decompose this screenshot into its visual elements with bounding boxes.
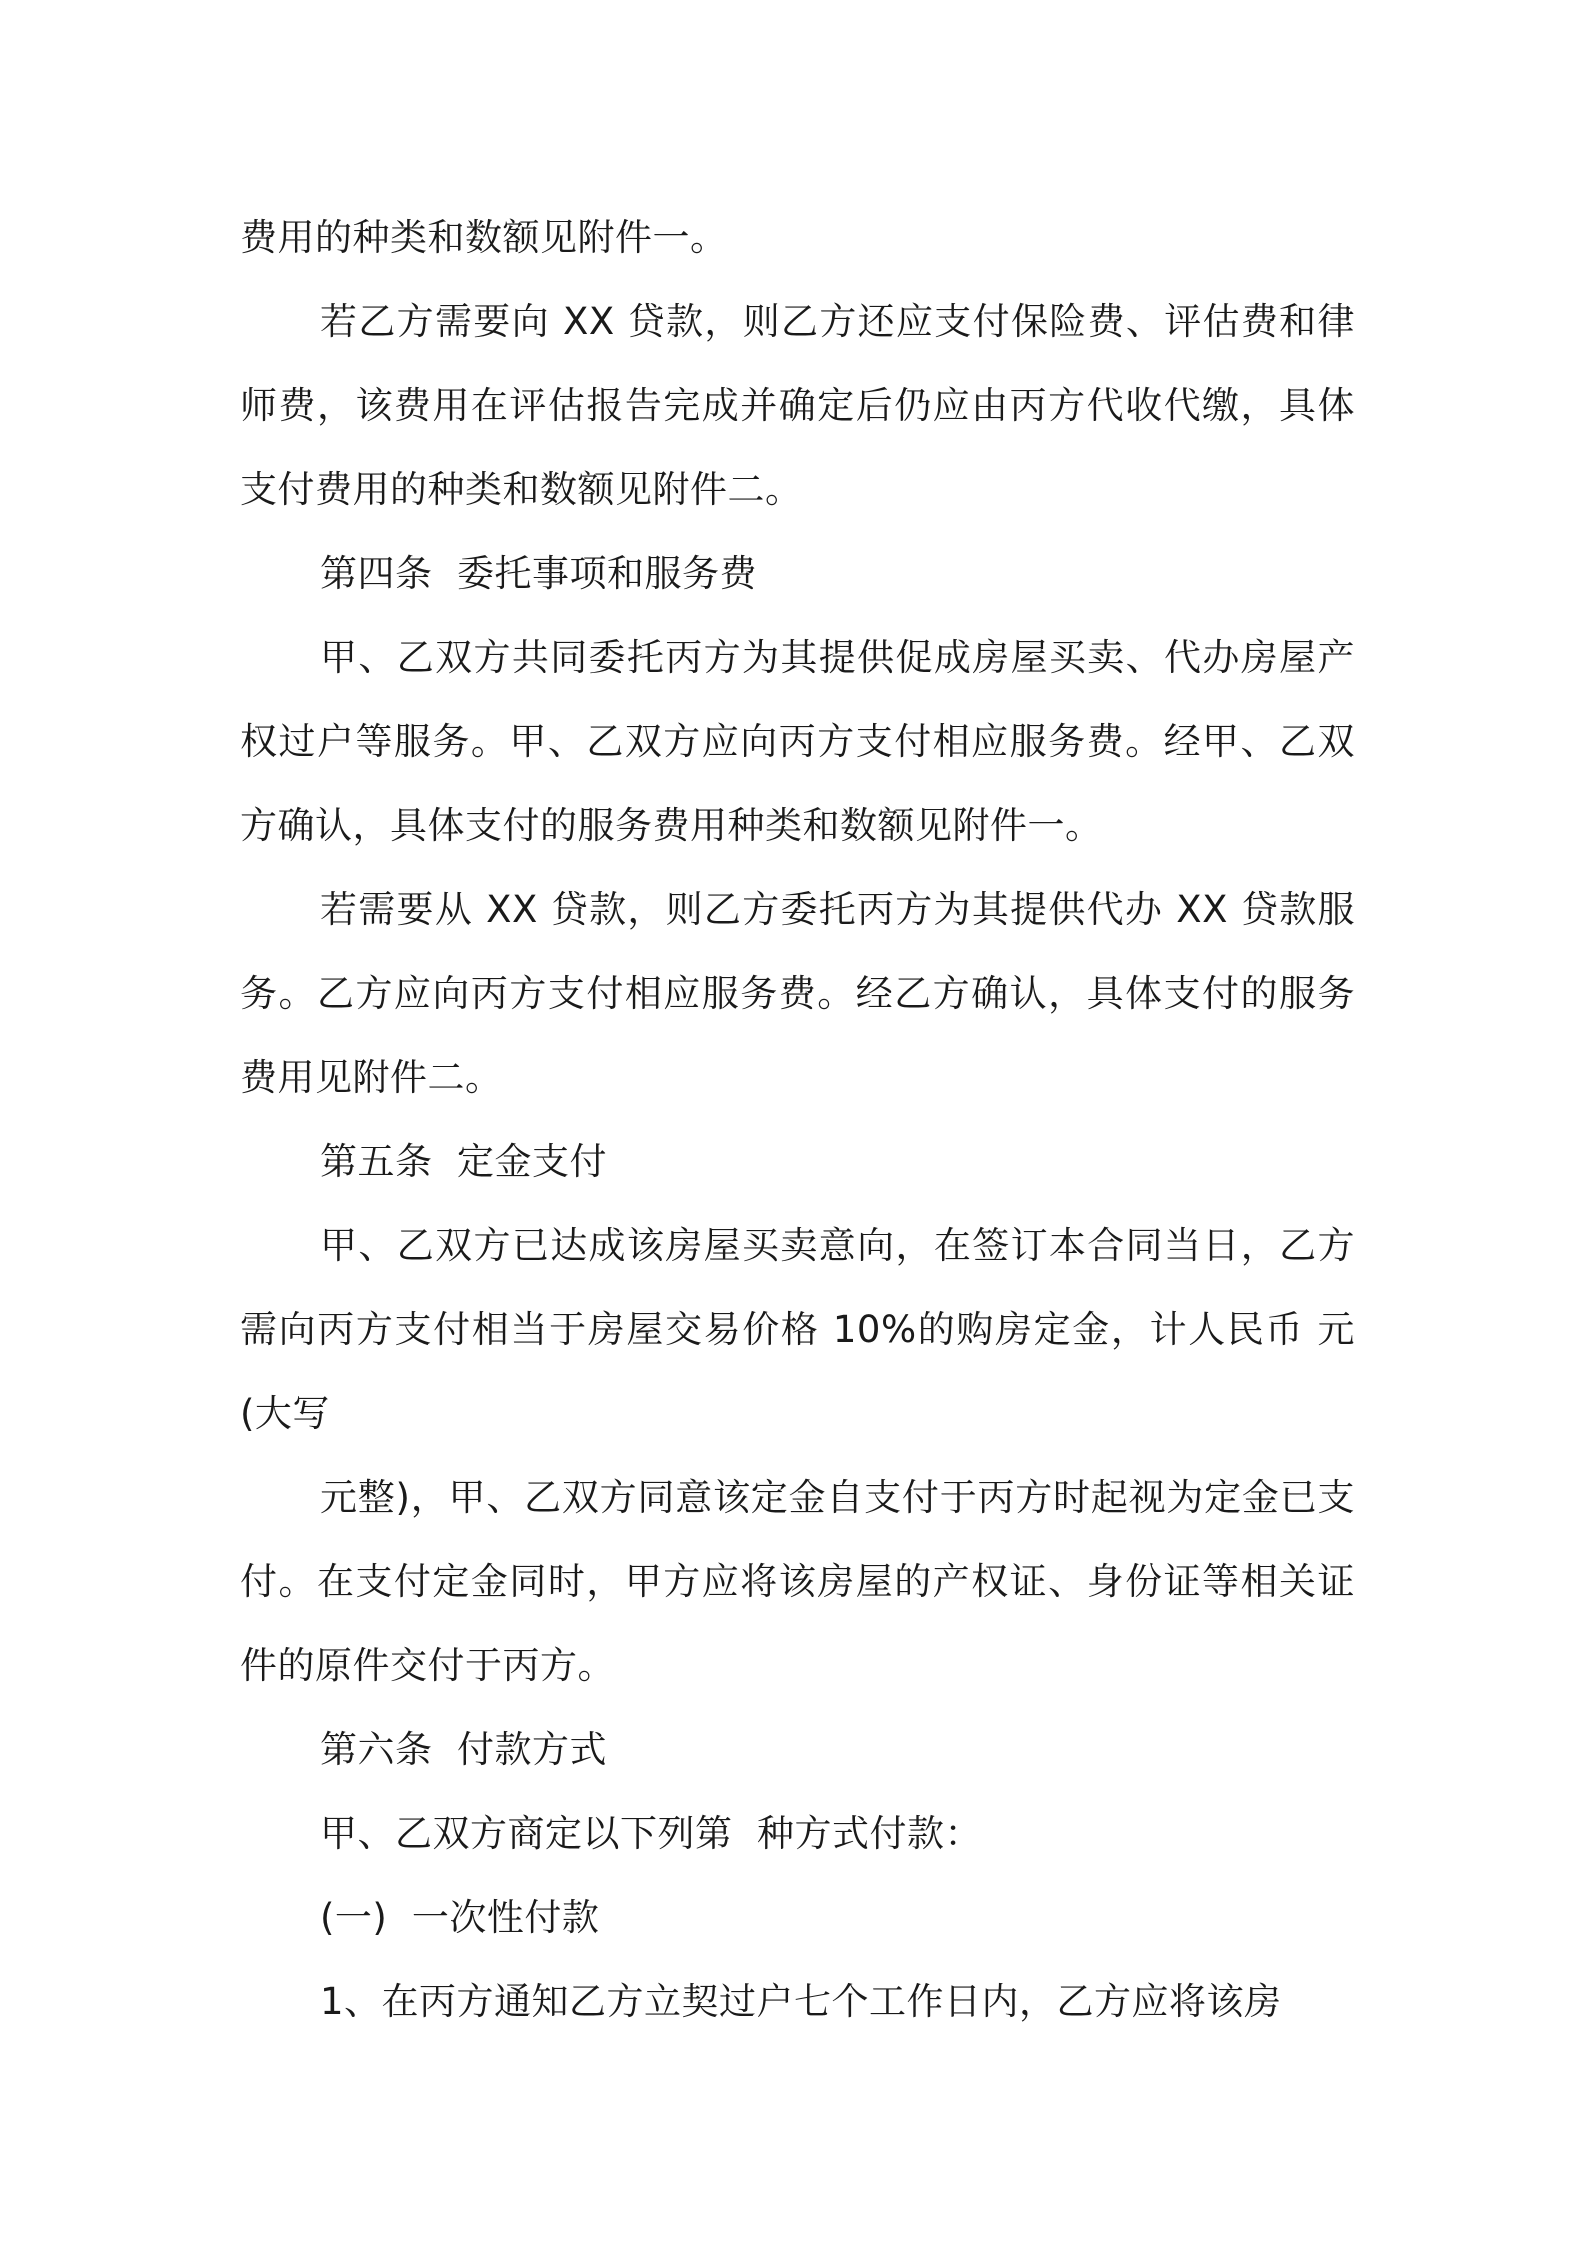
document-body [240, 196, 1355, 2044]
paragraph-entrusted-services: 甲、乙双方共同委托丙方为其提供促成房屋买卖、代办房屋产权过户等服务。甲、乙双方应向丙方支付相应服务费。经甲、乙双方确认，具体支付的服务费用种类和数额见附件一。 [240, 636, 1355, 847]
paragraph-payment-method: 甲、乙双方商定以下列第 种方式付款： [320, 1812, 983, 1855]
paragraph-deposit-amount: 甲、乙双方已达成该房屋买卖意向，在签订本合同当日，乙方需向丙方支付相当于房屋交易价格 10%的购房定金，计人民币 元(大写 [240, 1224, 1355, 1435]
paragraph-loan-services: 若需要从 XX 贷款，则乙方委托丙方为其提供代办 XX 贷款服务。乙方应向丙方支付相应服务费。经乙方确认，具体支付的服务费用见附件二。 [240, 888, 1355, 1099]
paragraph-fee-continuation: 费用的种类和数额见附件一。 [240, 216, 728, 259]
paragraph-loan-fees: 若乙方需要向 XX 贷款，则乙方还应支付保险费、评估费和律师费，该费用在评估报告完成并确定后仍应由丙方代收代缴，具体支付费用的种类和数额见附件二。 [240, 300, 1355, 511]
paragraph-deposit-paid: 元整)，甲、乙双方同意该定金自支付于丙方时起视为定金已支付。在支付定金同时，甲方应将该房屋的产权证、身份证等相关证件的原件交付于丙方。 [240, 1476, 1355, 1687]
payment-option-lump-sum: (一) 一次性付款 [320, 1896, 600, 1939]
payment-item-1: 1、在丙方通知乙方立契过户七个工作日内，乙方应将该房 [320, 1980, 1282, 2023]
article-4-heading: 第四条 委托事项和服务费 [320, 552, 758, 595]
article-5-heading: 第五条 定金支付 [320, 1140, 608, 1183]
article-6-heading: 第六条 付款方式 [320, 1728, 608, 1771]
